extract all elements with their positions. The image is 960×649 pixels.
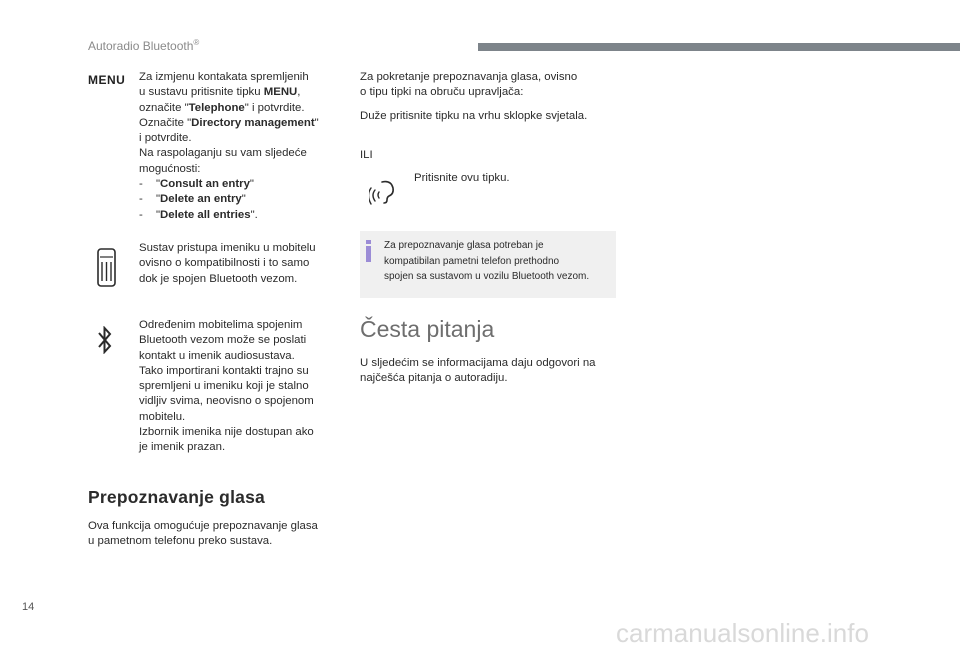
directory-management-text: Za izmjenu kontakata spremljenih u sustavu pritisnite tipku MENU, označite "Telephone" i potvrdite. Označite "Directory management" i potvrdite. Na raspolaganju su vam sljedeće mogućnosti: - "Consult an entry" - "Delete an entry" - "Delete all entries". [139, 70, 349, 223]
bluetooth-icon [97, 326, 113, 359]
option-item: - "Delete an entry" [139, 193, 246, 206]
menu-key-label: MENU [88, 73, 126, 87]
page-number: 14 [22, 601, 35, 613]
header-bar [478, 43, 960, 51]
info-text: Za prepoznavanje glasa potreban je kompatibilan pametni telefon prethodno spojen sa sustavom u vozilu Bluetooth vezom. [384, 240, 590, 282]
info-icon [365, 240, 372, 262]
watermark: carmanualsonline.info [616, 618, 869, 648]
or-label: ILI [360, 149, 373, 161]
option-item: - "Delete all entries". [139, 208, 258, 221]
info-note [360, 231, 616, 298]
phonebook-access-text: Sustav pristupa imeniku u mobitelu ovisno o kompatibilnosti i to samo dok je spojen Bluetooth vezom. [139, 242, 316, 285]
voice-recognition-intro: Ova funkcija omogućuje prepoznavanje glasa u pametnom telefonu preko sustava. [88, 520, 318, 548]
long-press-text: Duže pritisnite tipku na vrhu sklopke svjetala. [360, 110, 588, 122]
section-title-faq: Česta pitanja [360, 316, 495, 342]
section-title-voice-recognition: Prepoznavanje glasa [88, 487, 265, 507]
voice-start-text: Za pokretanje prepoznavanja glasa, ovisno o tipu tipki na obruču upravljača: [360, 71, 578, 99]
faq-intro: U sljedećim se informacijama daju odgovori na najčešća pitanja o autoradiju. [360, 357, 596, 385]
option-item: - "Consult an entry" [139, 178, 254, 191]
bluetooth-contacts-text: Određenim mobitelima spojenim Bluetooth vezom može se poslati kontakt u imenik audiosustava. Tako importirani kontakti trajno su spremljeni u imeniku koji je stalno vidljiv svima, neovisno o spojenom mobitelu. Izbornik imenika nije dostupan ako je imenik prazan. [139, 319, 314, 454]
mobile-phone-icon [96, 248, 118, 293]
registered-mark: ® [193, 38, 200, 47]
running-header: Autoradio Bluetooth® [88, 38, 200, 53]
press-button-text: Pritisnite ovu tipku. [414, 172, 510, 184]
voice-command-icon [369, 178, 399, 211]
